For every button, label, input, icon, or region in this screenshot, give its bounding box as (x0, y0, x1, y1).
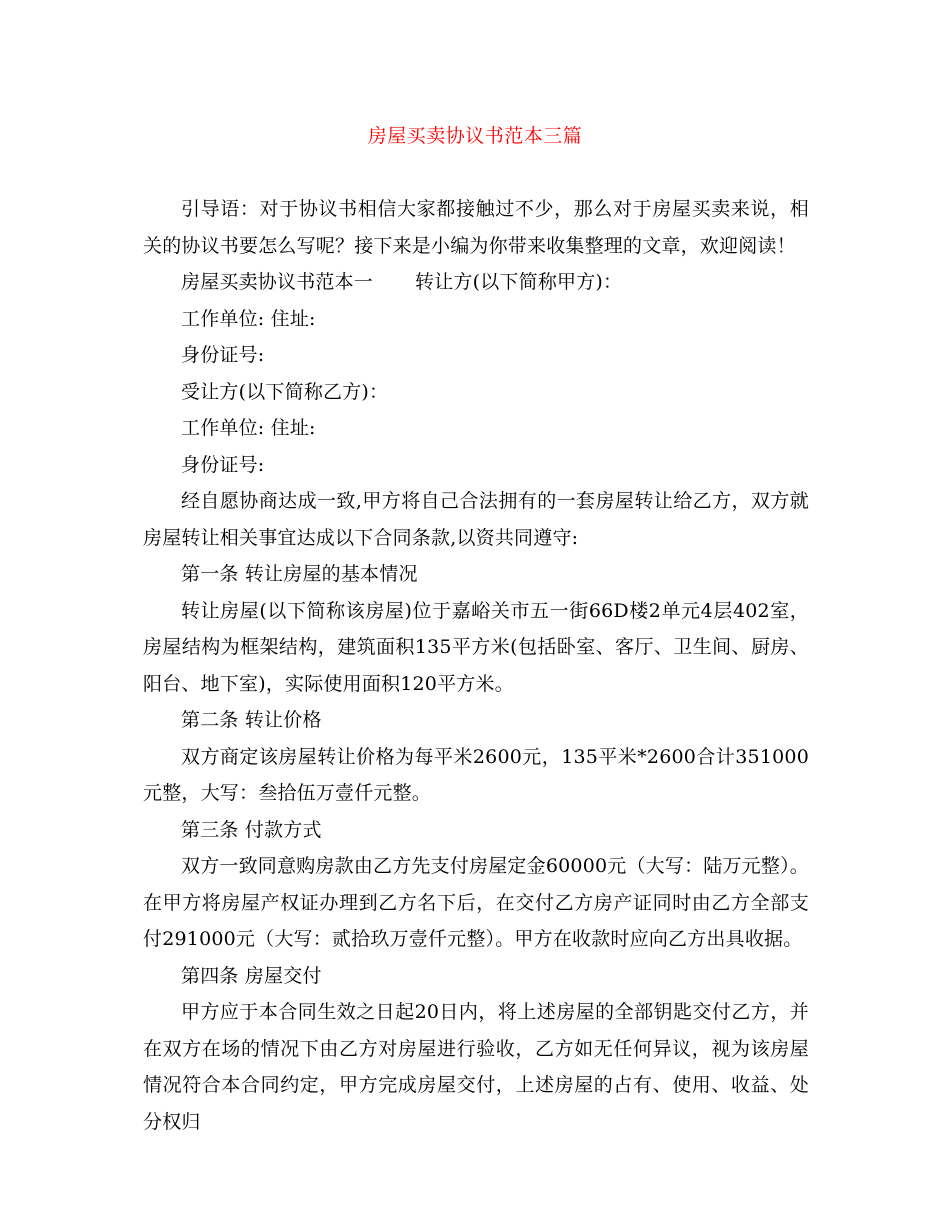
paragraph-article-3-heading: 第三条 付款方式 (181, 818, 322, 841)
paragraph-article-3-body: 双方一致同意购房款由乙方先支付房屋定金60000元（大写：陆万元整）。在甲方将房屋产权证办理到乙方名下后，在交付乙方房产证同时由乙方全部支付291000元（大写：贰拾玖万壹仟元整）。甲方在收款时应向乙方出具收据。 (143, 855, 809, 950)
paragraph-article-4-heading: 第四条 房屋交付 (181, 964, 322, 987)
paragraph-intro: 引导语：对于协议书相信大家都接触过不少，那么对于房屋买卖来说，相关的协议书要怎么写呢？接下来是小编为你带来收集整理的文章，欢迎阅读！ (143, 198, 809, 257)
paragraph-transferee-workplace: 工作单位: 住址: (181, 417, 316, 439)
document-body (143, 191, 809, 1140)
paragraph-transferor-workplace: 工作单位: 住址: (181, 307, 316, 330)
paragraph-article-1-body: 转让房屋(以下简称该房屋)位于嘉峪关市五一街66D楼2单元4层402室，房屋结构为框架结构，建筑面积135平方米(包括卧室、客厅、卫生间、厨房、阳台、地下室)，实际使用面积120平方米。 (143, 599, 809, 695)
paragraph-heading-sample-one (143, 264, 809, 301)
paragraph-transferee-id: 身份证号: (181, 453, 265, 476)
paragraph-article-2-body: 双方商定该房屋转让价格为每平米2600元，135平米*2600合计351000元整，大写：叁拾伍万壹仟元整。 (143, 745, 809, 804)
sample-one-heading: 房屋买卖协议书范本一 (181, 271, 374, 293)
document-title: 房屋买卖协议书范本三篇 (367, 125, 583, 147)
paragraph-transferor-id: 身份证号: (181, 344, 265, 366)
paragraph-article-1-heading: 第一条 转让房屋的基本情况 (181, 563, 418, 585)
paragraph-agreement-preamble: 经自愿协商达成一致,甲方将自己合法拥有的一套房屋转让给乙方，双方就房屋转让相关事宜达成以下合同条款,以资共同遵守: (143, 490, 809, 549)
paragraph-article-4-body: 甲方应于本合同生效之日起20日内，将上述房屋的全部钥匙交付乙方，并在双方在场的情况下由乙方对房屋进行验收，乙方如无任何异议，视为该房屋情况符合本合同约定，甲方完成房屋交付，上述房屋的占有、使用、收益、处分权归 (143, 1001, 809, 1133)
paragraph-transferee-label: 受让方(以下简称乙方)： (181, 380, 389, 403)
transferor-label: 转让方(以下简称甲方)： (415, 271, 623, 293)
paragraph-article-2-heading: 第二条 转让价格 (181, 709, 322, 731)
